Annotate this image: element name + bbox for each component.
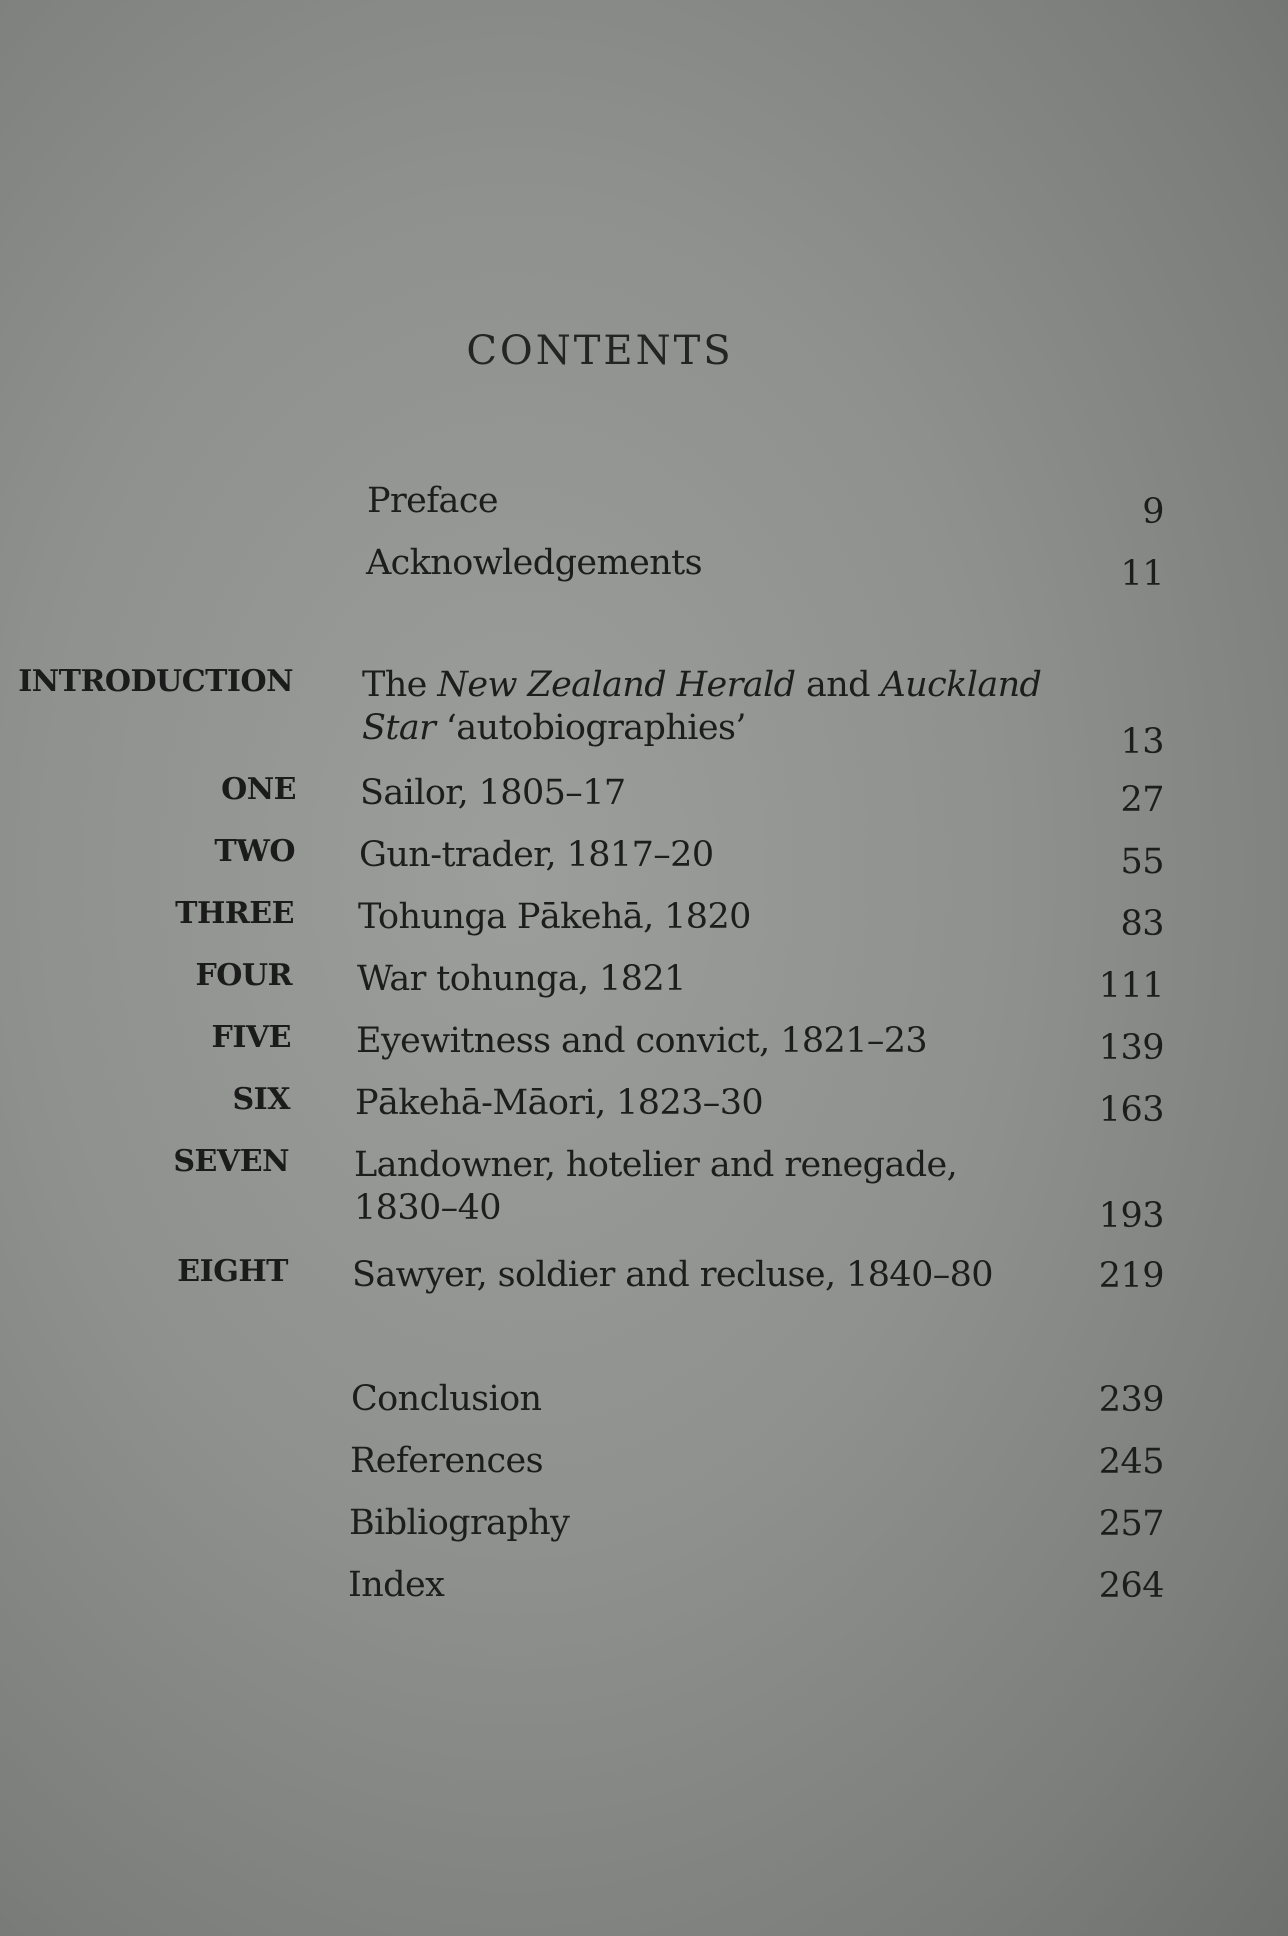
entry-title: Pākehā-Māori, 1823–30 xyxy=(355,1083,764,1123)
chapter-label: THREE xyxy=(175,896,294,931)
title-text: ‘autobiographies’ xyxy=(435,708,746,748)
title-line: Landowner, hotelier and renegade, xyxy=(354,1145,958,1185)
title-italic: Star xyxy=(362,708,436,748)
title-text: The xyxy=(362,665,438,705)
page-number: 163 xyxy=(1098,1090,1164,1130)
entry-title: Sailor, 1805–17 xyxy=(360,773,626,813)
entry-title: Conclusion xyxy=(351,1379,542,1419)
page-number: 193 xyxy=(1098,1196,1164,1236)
chapter-label: ONE xyxy=(221,772,296,807)
chapter-label: TWO xyxy=(214,834,295,869)
page-number: 27 xyxy=(1120,780,1164,820)
title-italic: New Zealand Herald xyxy=(437,665,796,705)
page-number: 55 xyxy=(1120,842,1164,882)
entry-title: Preface xyxy=(367,481,498,521)
title-italic: Auckland xyxy=(880,665,1042,705)
entry-title: Gun-trader, 1817–20 xyxy=(359,835,714,875)
entry-title xyxy=(354,1144,1094,1230)
entry-title: Acknowledgements xyxy=(366,543,702,583)
chapter-label: INTRODUCTION xyxy=(18,664,293,699)
chapter-label: SIX xyxy=(232,1082,290,1117)
page-title: CONTENTS xyxy=(466,328,734,374)
page-number: 83 xyxy=(1120,904,1164,944)
page-number: 11 xyxy=(1120,554,1164,594)
page-number: 257 xyxy=(1098,1504,1164,1544)
entry-title: Bibliography xyxy=(349,1503,570,1543)
page-number: 139 xyxy=(1098,1028,1164,1068)
page-number: 219 xyxy=(1098,1256,1164,1296)
page-number: 13 xyxy=(1120,722,1164,762)
chapter-label: SEVEN xyxy=(173,1144,289,1179)
chapter-label: EIGHT xyxy=(177,1254,288,1289)
page-number: 245 xyxy=(1098,1442,1164,1482)
entry-title: Sawyer, soldier and recluse, 1840–80 xyxy=(352,1255,993,1295)
page-number: 9 xyxy=(1142,492,1164,532)
title-text: and xyxy=(795,665,881,705)
entry-title: Index xyxy=(348,1565,445,1605)
page-number: 239 xyxy=(1098,1380,1164,1420)
title-line: 1830–40 xyxy=(354,1188,501,1228)
entry-title xyxy=(362,664,1102,750)
entry-title: War tohunga, 1821 xyxy=(357,959,686,999)
page-number: 111 xyxy=(1098,966,1164,1006)
page-number: 264 xyxy=(1098,1566,1164,1606)
chapter-label: FIVE xyxy=(211,1020,291,1055)
entry-title: Eyewitness and convict, 1821–23 xyxy=(356,1021,928,1061)
entry-title: Tohunga Pākehā, 1820 xyxy=(358,897,751,937)
chapter-label: FOUR xyxy=(195,958,292,993)
entry-title: References xyxy=(350,1441,543,1481)
